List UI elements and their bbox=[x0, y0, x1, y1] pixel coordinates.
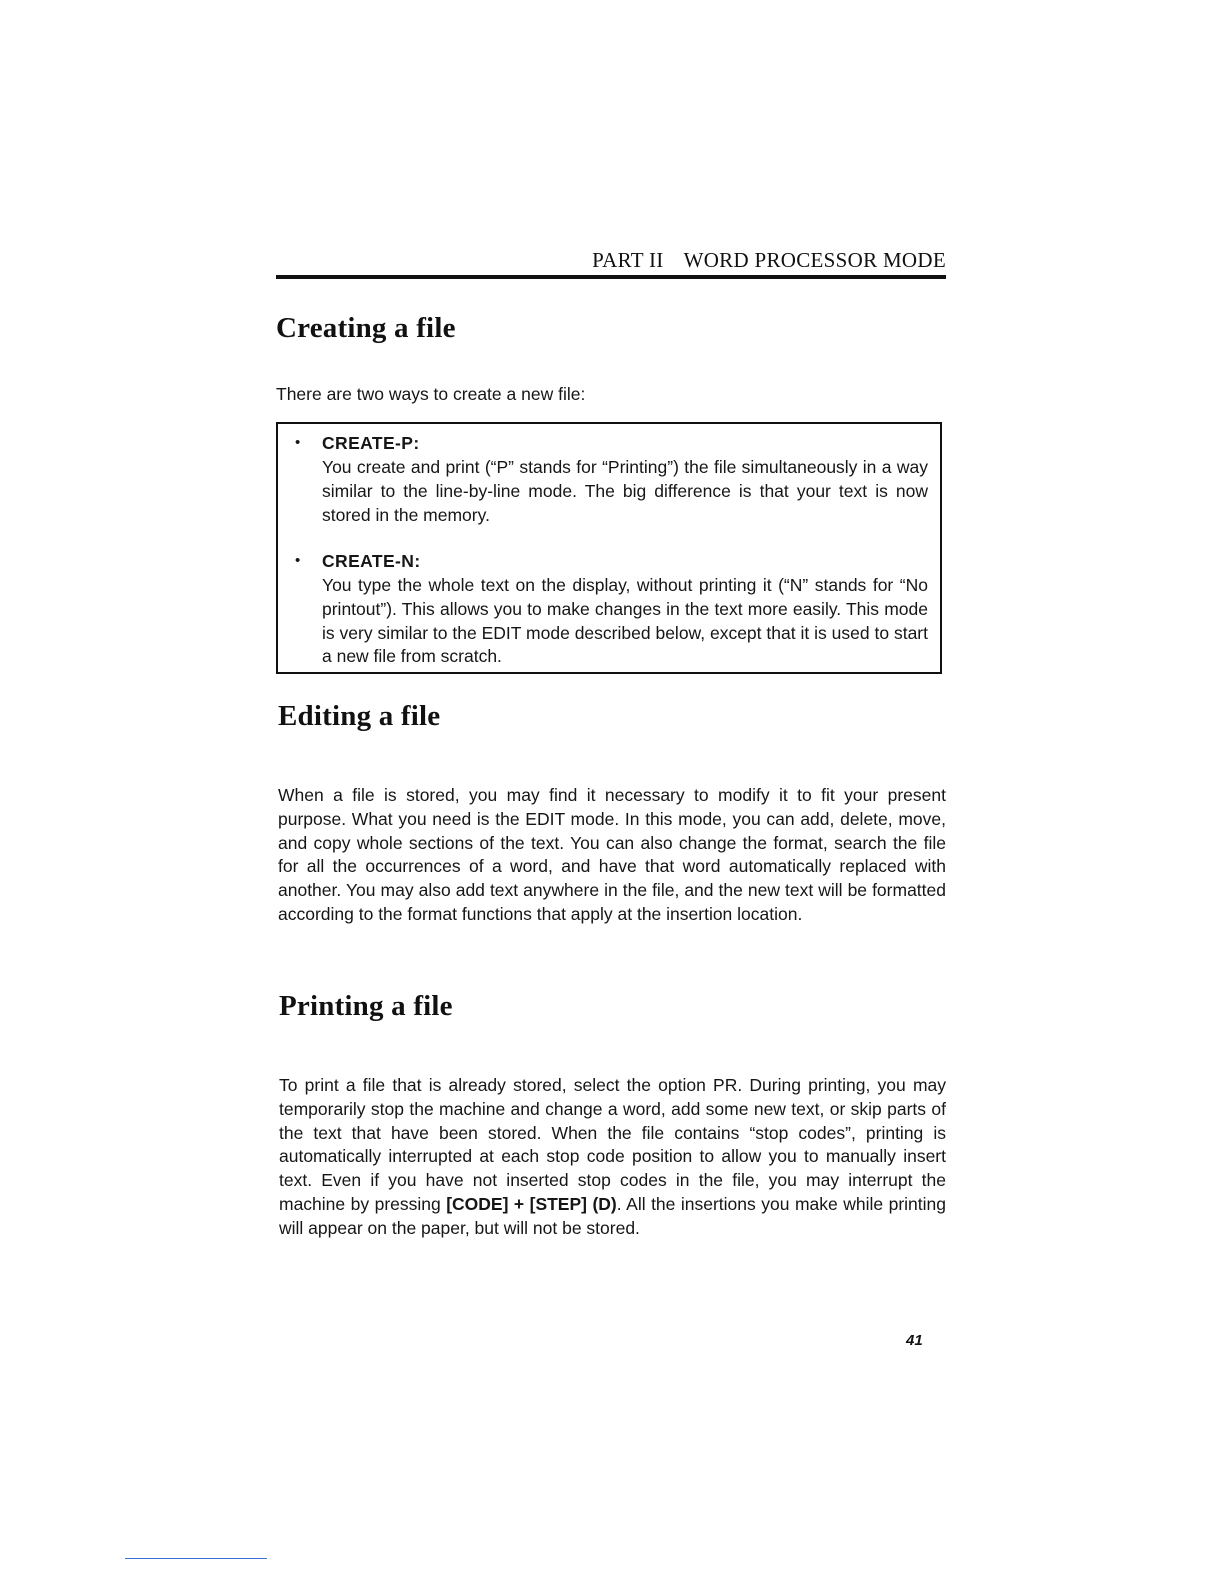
editing-title: Editing a file bbox=[278, 700, 441, 732]
option-label: CREATE-P: bbox=[322, 433, 420, 453]
option-description: You create and print (“P” stands for “Printing”) the file simultaneously in a way similar to the line-by-line mode. The big difference is that your text is now stored in the memory. bbox=[322, 457, 928, 525]
footer-rule bbox=[125, 1558, 267, 1559]
option-description: You type the whole text on the display, without printing it (“N” stands for “No printout”). This allows you to make changes in the text more easily. This mode is very similar to the EDIT mode described below, except that it is used to start a new file from scratch. bbox=[322, 575, 928, 667]
bullet-icon: • bbox=[295, 552, 301, 569]
printing-body bbox=[279, 1074, 946, 1241]
printing-body-text: To print a file that is already stored, select the option PR. During printing, you may temporarily stop the machine and change a word, add some new text, or skip parts of the text that have been stored. When the file contains “stop codes”, printing is automatically interrupted at each stop code position to allow you to manually insert text. Even if you have not inserted stop codes in the file, you may interrupt the machine by pressing bbox=[279, 1075, 946, 1214]
running-head bbox=[276, 248, 946, 273]
running-head-part: PART II bbox=[592, 248, 664, 272]
editing-body: When a file is stored, you may find it necessary to modify it to fit your present purpose. What you need is the EDIT mode. In this mode, you can add, delete, move, and copy whole sections of the text. You can also change the format, search the file for all the occurrences of a word, and have that word automatically replaced with another. You may also add text anywhere in the file, and the new text will be formatted according to the format functions that apply at the insertion location. bbox=[278, 785, 946, 924]
create-options-box bbox=[276, 422, 942, 674]
header-rule bbox=[276, 275, 946, 279]
page-number: 41 bbox=[906, 1332, 923, 1349]
printing-title: Printing a file bbox=[279, 990, 453, 1022]
option-label: CREATE-N: bbox=[322, 551, 421, 571]
creating-title: Creating a file bbox=[276, 312, 456, 344]
option-create-n bbox=[295, 548, 928, 669]
running-head-section: WORD PROCESSOR MODE bbox=[683, 248, 946, 272]
key-combination: [CODE] + [STEP] (D) bbox=[446, 1193, 617, 1214]
option-create-p bbox=[295, 430, 928, 527]
creating-intro: There are two ways to create a new file: bbox=[276, 384, 586, 404]
printing-body-text-end: . All the insertions you make while printing will appear on the paper, but will not be stored. bbox=[279, 1193, 946, 1238]
bullet-icon: • bbox=[295, 434, 301, 451]
